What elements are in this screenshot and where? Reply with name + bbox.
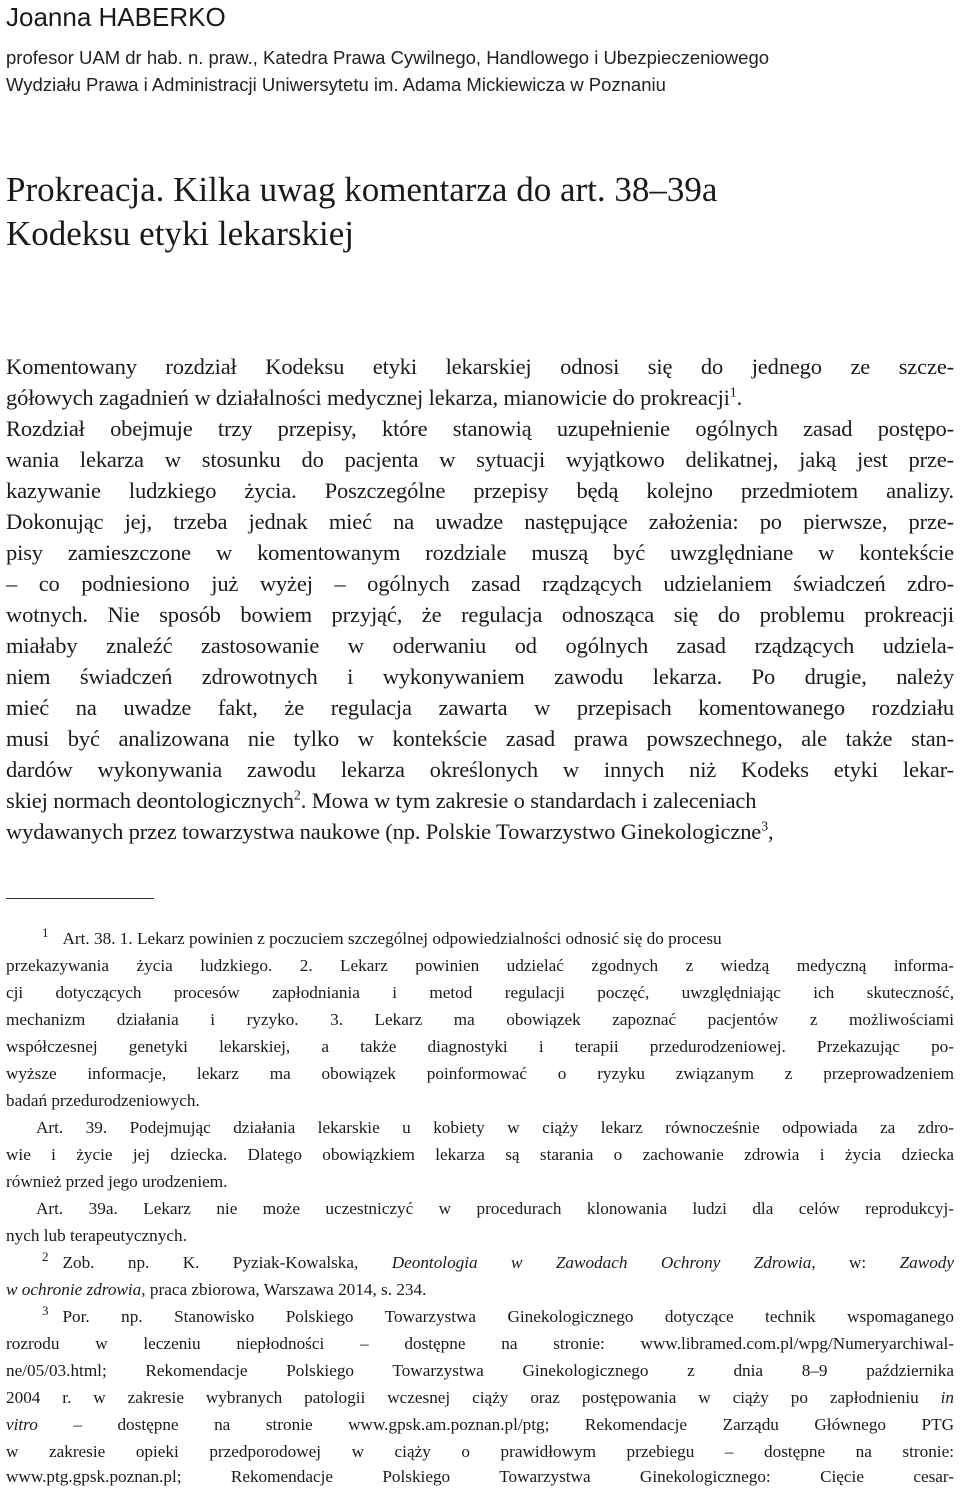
footnote-3-line: vitro – dostępne na stronie www.gpsk.am.poznan.pl/ptg; Rekomendacje Zarządu Głównego PTG bbox=[6, 1415, 954, 1434]
footnote-1-line: przekazywania życia ludzkiego. 2. Lekarz powinien udzielać zgodnych z wiedzą medyczną informa- bbox=[6, 956, 954, 975]
footnote-art39-line: również przed jego urodzeniem. bbox=[6, 1172, 228, 1191]
body-line: Dokonując jej, trzeba jednak mieć na uwadze następujące założenia: po pierwsze, prze- bbox=[6, 509, 954, 534]
body-line: wotnych. Nie sposób bowiem przyjąć, że regulacja odnosząca się do problemu prokreacji bbox=[6, 602, 954, 627]
footnote-2-line: $^2$ Zob. np. K. Pyziak-Kowalska, Deontologia w Zawodach Ochrony Zdrowia, w: Zawody bbox=[42, 1249, 955, 1272]
author-name: Joanna HABERKO bbox=[6, 2, 226, 32]
footnote-3-line: w zakresie opieki przedporodowej w ciąży o prawidłowym przebiegu – dostępne na stronie: bbox=[6, 1442, 954, 1461]
body-line: musi być analizowana nie tylko w kontekście zasad prawa powszechnego, ale także stan- bbox=[6, 726, 954, 751]
body-line: gółowych zagadnień w działalności medycznej lekarza, mianowicie do prokreacji$^1$. bbox=[6, 385, 743, 410]
footnote-art39-line: Art. 39. Podejmując działania lekarskie u kobiety w ciąży lekarz równocześnie odpowiada za zdro- bbox=[36, 1118, 954, 1137]
footnote-3-line: www.ptg.gpsk.poznan.pl; Rekomendacje Polskiego Towarzystwa Ginekologicznego: Cięcie cesar- bbox=[6, 1467, 954, 1486]
footnote-3-line: 2004 r. w zakresie wybranych patologii wczesnej ciąży oraz postępowania w ciąży po zapłodnieniu in bbox=[6, 1388, 954, 1407]
footnote-marker: 2 bbox=[42, 1249, 49, 1265]
author-affiliation-line-1: profesor UAM dr hab. n. praw., Katedra Prawa Cywilnego, Handlowego i Ubezpieczeniowego bbox=[6, 47, 770, 68]
footnote-1-line: cji dotyczących procesów zapłodniania i metod regulacji poczęć, uwzględniając ich skuteczność, bbox=[6, 983, 954, 1002]
footnote-3-line: $^3$ Por. np. Stanowisko Polskiego Towarzystwa Ginekologicznego dotyczące technik wspomaganego bbox=[42, 1303, 954, 1326]
body-line: Rozdział obejmuje trzy przepisy, które stanowią uzupełnienie ogólnych zasad postępo- bbox=[6, 416, 954, 441]
body-line: pisy zamieszczone w komentowanym rozdziale muszą być uwzględniane w kontekście bbox=[6, 540, 954, 565]
article-title-line-1: Prokreacja. Kilka uwag komentarza do art. 38–39a bbox=[6, 170, 718, 209]
author-affiliation-line-2: Wydziału Prawa i Administracji Uniwersytetu im. Adama Mickiewicza w Poznaniu bbox=[6, 74, 666, 95]
footnote-1-line: $^1$ Art. 38. 1. Lekarz powinien z poczuciem szczególnej odpowiedzialności odnosić się do procesu bbox=[42, 925, 722, 948]
footnote-ref-3[interactable]: 3 bbox=[761, 819, 768, 835]
footnote-1-line: wyższe informacje, lekarz ma obowiązek poinformować o ryzyku związanym z przeprowadzeniem bbox=[6, 1064, 954, 1083]
body-line: mieć na uwadze fakt, że regulacja zawarta w przepisach komentowanego rozdziału bbox=[6, 695, 954, 720]
footnote-3-line: rozrodu w leczeniu niepłodności – dostępne na stronie: www.libramed.com.pl/wpg/Numeryarchiwal- bbox=[6, 1334, 954, 1353]
body-line: wania lekarza w stosunku do pacjenta w sytuacji wyjątkowo delikatnej, jaką jest prze- bbox=[6, 447, 954, 472]
footnote-art39a-line: Art. 39a. Lekarz nie może uczestniczyć w procedurach klonowania ludzi dla celów reprodukcyj- bbox=[36, 1199, 954, 1218]
footnote-art39-line: wie i życie jej dziecka. Dlatego obowiązkiem lekarza są starania o zachowanie zdrowia i życia dziecka bbox=[6, 1145, 954, 1164]
body-line: niem świadczeń zdrowotnych i wykonywaniem zawodu lekarza. Po drugie, należy bbox=[6, 664, 954, 689]
article-title-line-2: Kodeksu etyki lekarskiej bbox=[6, 214, 354, 253]
body-line: wydawanych przez towarzystwa naukowe (np. Polskie Towarzystwo Ginekologiczne$^3$, bbox=[6, 819, 774, 844]
footnote-2-line: w ochronie zdrowia, praca zbiorowa, Warszawa 2014, s. 234. bbox=[6, 1280, 427, 1299]
footnote-3-line: ne/05/03.html; Rekomendacje Polskiego Towarzystwa Ginekologicznego z dnia 8–9 października bbox=[6, 1361, 954, 1380]
body-line: skiej normach deontologicznych$^2$. Mowa w tym zakresie o standardach i zaleceniach bbox=[6, 788, 757, 813]
body-line: – co podniesiono już wyżej – ogólnych zasad rządzących udzielaniem świadczeń zdro- bbox=[6, 571, 954, 596]
body-line: Komentowany rozdział Kodeksu etyki lekarskiej odnosi się do jednego ze szcze- bbox=[6, 354, 954, 379]
footnote-marker: 3 bbox=[42, 1303, 49, 1319]
footnote-separator bbox=[6, 898, 154, 899]
footnote-ref-2[interactable]: 2 bbox=[293, 788, 301, 804]
footnote-ref-1[interactable]: 1 bbox=[729, 385, 737, 401]
body-line: dardów wykonywania zawodu lekarza określonych w innych niż Kodeks etyki lekar- bbox=[6, 757, 954, 782]
footnote-1-line: współczesnej genetyki lekarskiej, a także diagnostyki i terapii przedurodzeniowej. Przekazując po- bbox=[6, 1037, 954, 1056]
footnote-marker: 1 bbox=[42, 925, 49, 941]
body-line: kazywanie ludzkiego życia. Poszczególne przepisy będą kolejno przedmiotem analizy. bbox=[6, 478, 954, 503]
footnote-art39a-line: nych lub terapeutycznych. bbox=[6, 1226, 187, 1245]
footnote-1-line: badań przedurodzeniowych. bbox=[6, 1091, 200, 1110]
footnote-1-line: mechanizm działania i ryzyko. 3. Lekarz ma obowiązek zapoznać pacjentów z możliwościami bbox=[6, 1010, 954, 1029]
body-line: miałaby znaleźć zastosowanie w oderwaniu od ogólnych zasad rządzących udziela- bbox=[6, 633, 954, 658]
